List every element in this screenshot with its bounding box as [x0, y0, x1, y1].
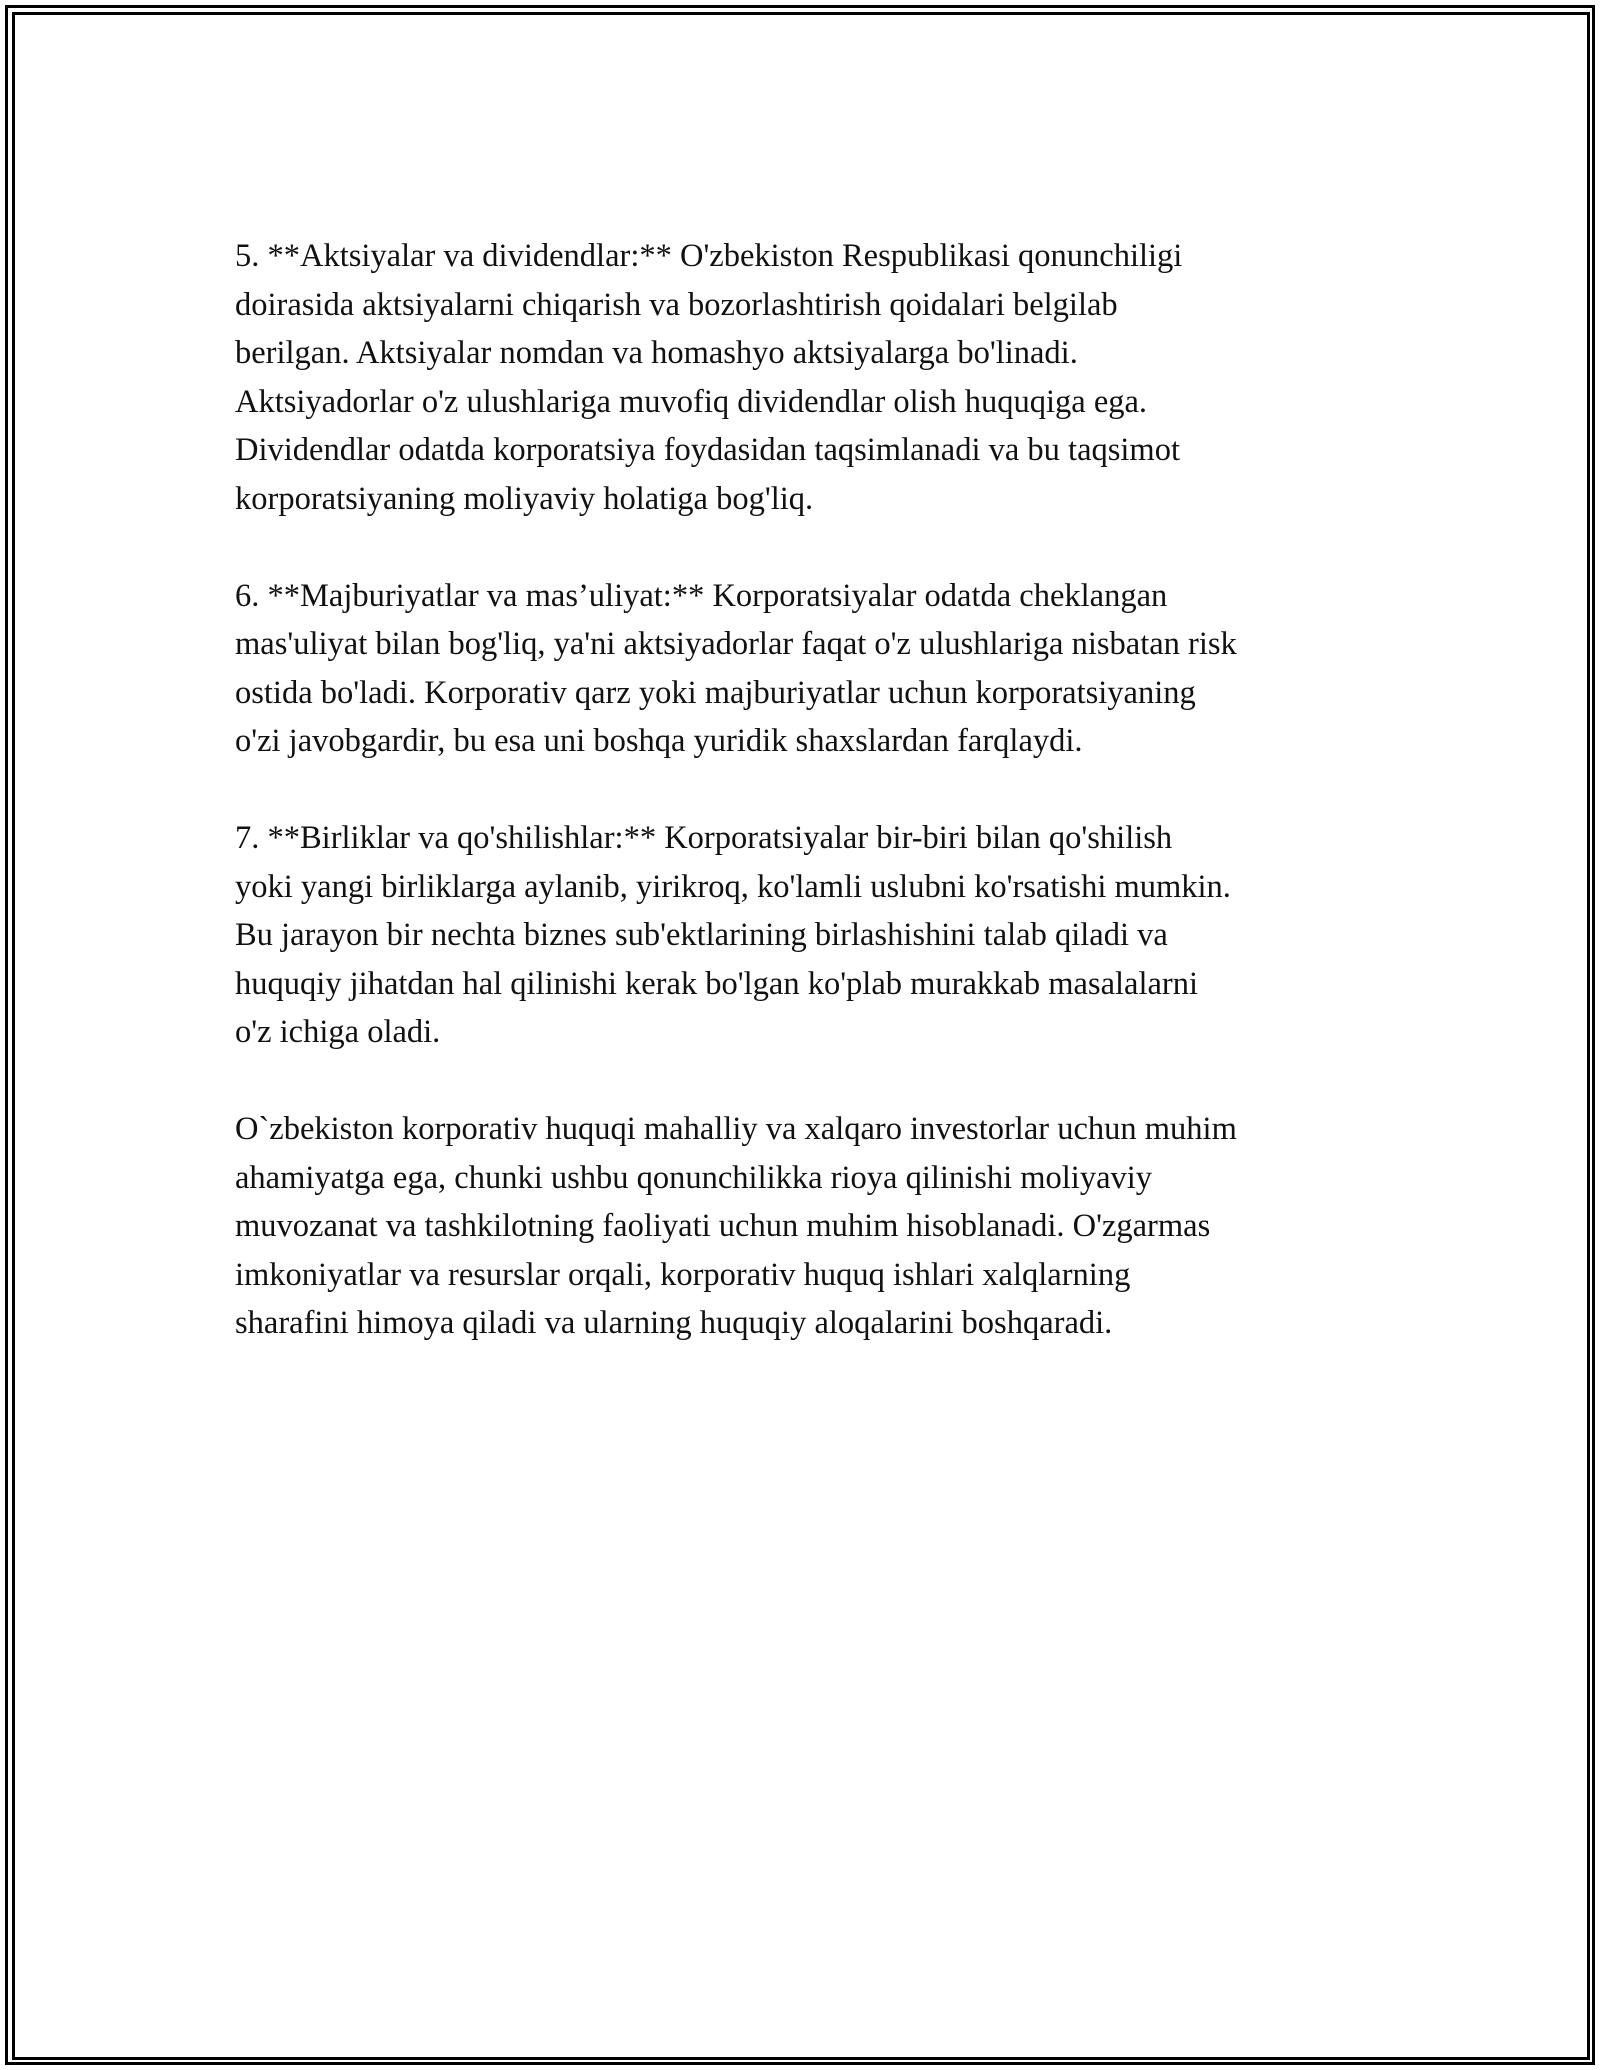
- text-line: muvozanat va tashkilotning faoliyati uchun muhim hisoblanadi. O'zgarmas: [235, 1208, 1211, 1244]
- text-line: 7. **Birliklar va qo'shilishlar:** Korporatsiyalar bir-biri bilan qo'shilish: [235, 820, 1173, 856]
- text-line: korporatsiyaning moliyaviy holatiga bog'liq.: [235, 480, 814, 517]
- paragraph-majburiyatlar: [235, 572, 1385, 766]
- text-line: mas'uliyat bilan bog'liq, ya'ni aktsiyadorlar faqat o'z ulushlariga nisbatan risk: [235, 626, 1237, 662]
- text-line: Bu jarayon bir nechta biznes sub'ektlarining birlashishini talab qiladi va: [235, 917, 1168, 953]
- paragraph-birliklar: [235, 814, 1385, 1057]
- text-line: 6. **Majburiyatlar va mas’uliyat:** Korporatsiyalar odatda cheklangan: [235, 577, 1168, 614]
- text-line: O`zbekiston korporativ huquqi mahalliy va xalqaro investorlar uchun muhim: [235, 1111, 1237, 1147]
- text-line: ostida bo'ladi. Korporativ qarz yoki majburiyatlar uchun korporatsiyaning: [235, 674, 1196, 711]
- paragraph-conclusion: [235, 1105, 1385, 1348]
- text-line: Dividendlar odatda korporatsiya foydasidan taqsimlanadi va bu taqsimot: [235, 432, 1180, 468]
- text-line: ahamiyatga ega, chunki ushbu qonunchilikka rioya qilinishi moliyaviy: [235, 1159, 1153, 1196]
- text-line: berilgan. Aktsiyalar nomdan va homashyo aktsiyalarga bo'linadi.: [235, 335, 1078, 371]
- text-line: 5. **Aktsiyalar va dividendlar:** O'zbekiston Respublikasi qonunchiligi: [235, 238, 1183, 274]
- text-line: Aktsiyadorlar o'z ulushlariga muvofiq dividendlar olish huquqiga ega.: [235, 383, 1148, 420]
- document-body: [235, 232, 1385, 1396]
- text-line: o'zi javobgardir, bu esa uni boshqa yuridik shaxslardan farqlaydi.: [235, 723, 1083, 759]
- text-line: huquqiy jihatdan hal qilinishi kerak bo'lgan ko'plab murakkab masalalarni: [235, 965, 1199, 1002]
- text-line: doirasida aktsiyalarni chiqarish va bozorlashtirish qoidalari belgilab: [235, 286, 1118, 323]
- text-line: sharafini himoya qiladi va ularning huquqiy aloqalarini boshqaradi.: [235, 1305, 1113, 1341]
- text-line: o'z ichiga oladi.: [235, 1014, 441, 1050]
- text-line: yoki yangi birliklarga aylanib, yirikroq, ko'lamli uslubni ko'rsatishi mumkin.: [235, 868, 1231, 905]
- paragraph-aktsiyalar: [235, 232, 1385, 523]
- text-line: imkoniyatlar va resurslar orqali, korporativ huquq ishlari xalqlarning: [235, 1256, 1131, 1293]
